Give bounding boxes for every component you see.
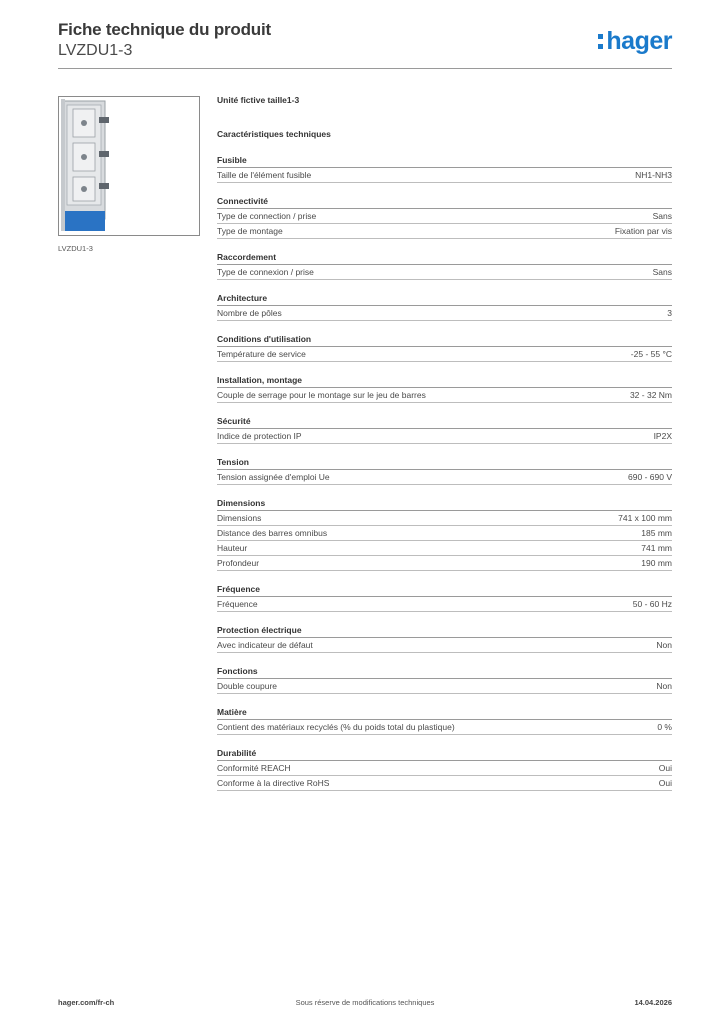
spec-row <box>217 265 672 280</box>
spec-label: Profondeur <box>217 558 260 568</box>
spec-label: Contient des matériaux recyclés (% du poids total du plastique) <box>217 722 455 732</box>
spec-label: Indice de protection IP <box>217 431 302 441</box>
spec-label: Tension assignée d'emploi Ue <box>217 472 330 482</box>
spec-label: Type de connexion / prise <box>217 267 314 277</box>
section-title: Sécurité <box>217 415 672 429</box>
spec-value: 185 mm <box>641 528 672 538</box>
spec-section <box>217 333 672 362</box>
spec-section <box>217 154 672 183</box>
spec-value: -25 - 55 °C <box>630 349 672 359</box>
spec-row <box>217 761 672 776</box>
spec-row <box>217 556 672 571</box>
spec-value: 50 - 60 Hz <box>632 599 672 609</box>
footer-disclaimer: Sous réserve de modifications techniques <box>295 998 435 1007</box>
spec-row <box>217 429 672 444</box>
spec-row <box>217 168 672 183</box>
spec-sections <box>217 154 672 791</box>
spec-row <box>217 511 672 526</box>
spec-row <box>217 224 672 239</box>
hager-logo <box>598 26 672 56</box>
spec-label: Couple de serrage pour le montage sur le jeu de barres <box>217 390 426 400</box>
section-title: Durabilité <box>217 747 672 761</box>
spec-value: 32 - 32 Nm <box>629 390 672 400</box>
section-title: Connectivité <box>217 195 672 209</box>
spec-row <box>217 597 672 612</box>
spec-label: Température de service <box>217 349 306 359</box>
spec-row <box>217 306 672 321</box>
spec-row <box>217 388 672 403</box>
spec-label: Hauteur <box>217 543 248 553</box>
spec-row <box>217 470 672 485</box>
page-header <box>58 20 672 60</box>
spec-row <box>217 209 672 224</box>
spec-value: 741 x 100 mm <box>618 513 672 523</box>
spec-value: 190 mm <box>641 558 672 568</box>
spec-value: Sans <box>652 267 672 277</box>
section-title: Protection électrique <box>217 624 672 638</box>
spec-label: Taille de l'élément fusible <box>217 170 312 180</box>
spec-section <box>217 292 672 321</box>
product-code: LVZDU1-3 <box>58 42 133 59</box>
spec-label: Conformité REACH <box>217 763 291 773</box>
spec-value: 741 mm <box>641 543 672 553</box>
spec-section <box>217 665 672 694</box>
spec-value: NH1-NH3 <box>635 170 672 180</box>
spec-label: Double coupure <box>217 681 278 691</box>
spec-value: 690 - 690 V <box>628 472 672 482</box>
spec-label: Type de connection / prise <box>217 211 317 221</box>
document-title: Fiche technique du produit <box>58 20 271 39</box>
spec-row <box>217 541 672 556</box>
spec-value: Non <box>656 681 672 691</box>
spec-row <box>217 347 672 362</box>
footer-website: hager.com/fr-ch <box>58 998 115 1007</box>
spec-section <box>217 415 672 444</box>
tech-heading: Caractéristiques techniques <box>217 129 331 139</box>
brand-name: hager <box>606 26 672 55</box>
spec-value: Fixation par vis <box>614 226 672 236</box>
section-title: Architecture <box>217 292 672 306</box>
spec-label: Nombre de pôles <box>217 308 282 318</box>
spec-section <box>217 374 672 403</box>
spec-row <box>217 720 672 735</box>
spec-label: Fréquence <box>217 599 258 609</box>
section-title: Raccordement <box>217 251 672 265</box>
section-title: Installation, montage <box>217 374 672 388</box>
spec-label: Dimensions <box>217 513 262 523</box>
product-image <box>58 96 200 236</box>
section-title: Matière <box>217 706 672 720</box>
spec-value: Oui <box>658 763 672 773</box>
spec-value: Oui <box>658 778 672 788</box>
spec-section <box>217 583 672 612</box>
spec-section <box>217 195 672 239</box>
spec-row <box>217 638 672 653</box>
section-title: Fusible <box>217 154 672 168</box>
spec-section <box>217 706 672 735</box>
product-name: Unité fictive taille1-3 <box>217 95 300 105</box>
section-title: Fonctions <box>217 665 672 679</box>
header-divider <box>58 68 672 69</box>
spec-value: IP2X <box>653 431 672 441</box>
section-title: Conditions d'utilisation <box>217 333 672 347</box>
spec-value: 0 % <box>657 722 672 732</box>
fuse-unit-illustration <box>59 97 199 235</box>
spec-section <box>217 624 672 653</box>
spec-section <box>217 497 672 571</box>
spec-value: 3 <box>667 308 672 318</box>
spec-label: Distance des barres omnibus <box>217 528 328 538</box>
logo-dots-icon <box>598 34 603 49</box>
spec-section <box>217 251 672 280</box>
spec-label: Avec indicateur de défaut <box>217 640 313 650</box>
section-title: Dimensions <box>217 497 672 511</box>
image-caption: LVZDU1-3 <box>58 244 93 253</box>
spec-row <box>217 679 672 694</box>
spec-value: Sans <box>652 211 672 221</box>
spec-row <box>217 776 672 791</box>
spec-section <box>217 456 672 485</box>
footer-date: 14.04.2026 <box>634 998 672 1007</box>
spec-label: Type de montage <box>217 226 283 236</box>
spec-label: Conforme à la directive RoHS <box>217 778 330 788</box>
section-title: Tension <box>217 456 672 470</box>
spec-row <box>217 526 672 541</box>
spec-value: Non <box>656 640 672 650</box>
section-title: Fréquence <box>217 583 672 597</box>
spec-section <box>217 747 672 791</box>
spec-content <box>217 95 672 791</box>
